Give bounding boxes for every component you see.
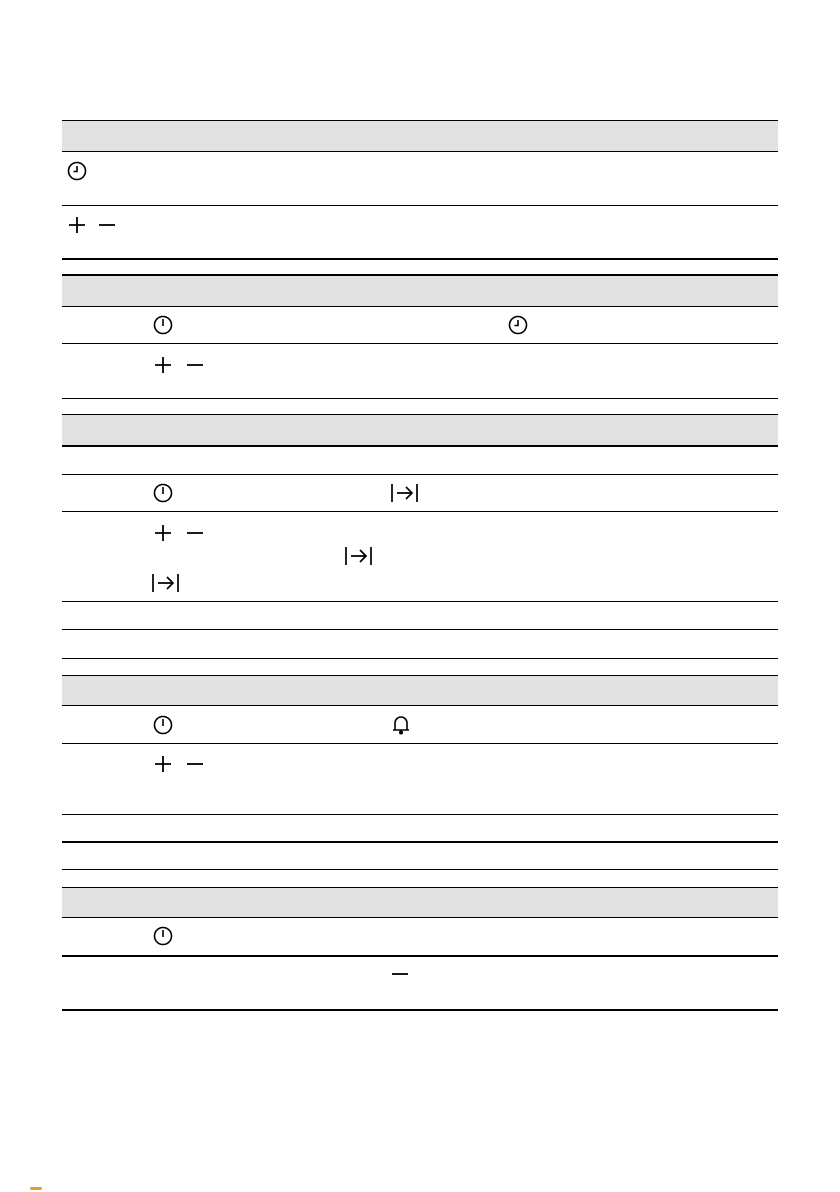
table-bottom-rule [62,658,778,659]
table-header [62,415,778,445]
minus-icon [185,754,205,774]
power-icon [153,483,173,503]
row-divider [62,743,778,744]
bell-icon [391,714,411,736]
row-divider [62,205,778,206]
row-divider [62,814,778,815]
minus-icon [185,523,205,543]
plus-icon [153,754,173,774]
plus-icon [67,215,87,235]
minus-icon [97,215,117,235]
minus-icon [390,964,410,984]
minus-icon [185,355,205,375]
row-divider [62,474,778,475]
end-arrow-icon [390,482,420,504]
power-icon [153,715,173,735]
power-icon [153,926,173,946]
end-arrow-icon [344,545,374,567]
header-bottom-rule [62,445,778,447]
power-icon [153,315,173,335]
table-header [62,121,778,151]
table-bottom-rule [62,869,778,870]
row-divider [62,511,778,512]
table-bottom-rule [62,398,778,399]
plus-icon [153,355,173,375]
header-bottom-rule [62,917,778,918]
table-bottom-rule [62,1009,778,1011]
page-marker [30,1187,42,1190]
table-header [62,276,778,306]
clock-icon [67,161,87,181]
table-bottom-rule [62,258,778,260]
end-arrow-icon [151,572,181,594]
table-header [62,888,778,917]
row-divider [62,629,778,630]
header-bottom-rule [62,306,778,307]
table-header [62,676,778,705]
row-divider [62,955,778,957]
row-divider [62,343,778,344]
header-bottom-rule [62,151,778,152]
header-bottom-rule [62,705,778,706]
clock-icon [508,315,528,335]
plus-icon [153,523,173,543]
row-divider [62,841,778,843]
row-divider [62,601,778,602]
